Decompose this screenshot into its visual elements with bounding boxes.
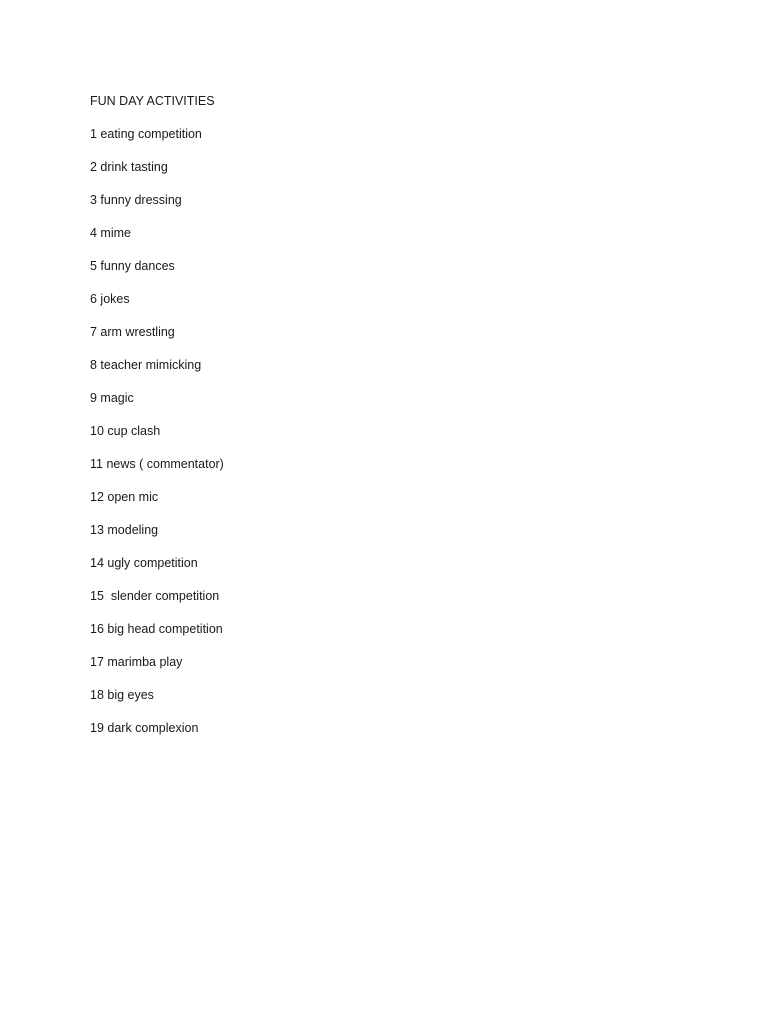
- list-item: 1 eating competition: [90, 127, 202, 141]
- list-item: 13 modeling: [90, 523, 159, 537]
- list-item: 19 dark complexion: [90, 721, 199, 735]
- list-item: 2 drink tasting: [90, 160, 168, 174]
- list-item: 10 cup clash: [90, 424, 161, 438]
- list-item: 16 big head competition: [90, 622, 223, 636]
- document-title: FUN DAY ACTIVITIES: [90, 94, 215, 108]
- list-item: 7 arm wrestling: [90, 325, 175, 339]
- list-item: 14 ugly competition: [90, 556, 198, 570]
- document-body: [90, 93, 690, 737]
- list-item: 3 funny dressing: [90, 193, 182, 207]
- list-item: 17 marimba play: [90, 655, 183, 669]
- list-item: 9 magic: [90, 391, 134, 405]
- list-item: 15 slender competition: [90, 589, 220, 603]
- list-item: 18 big eyes: [90, 688, 154, 702]
- list-item: 4 mime: [90, 226, 131, 240]
- list-item: 12 open mic: [90, 490, 159, 504]
- activity-list: [90, 126, 690, 737]
- list-item: 8 teacher mimicking: [90, 358, 202, 372]
- list-item: 6 jokes: [90, 292, 130, 306]
- list-item: 5 funny dances: [90, 259, 175, 273]
- list-item: 11 news ( commentator): [90, 457, 224, 471]
